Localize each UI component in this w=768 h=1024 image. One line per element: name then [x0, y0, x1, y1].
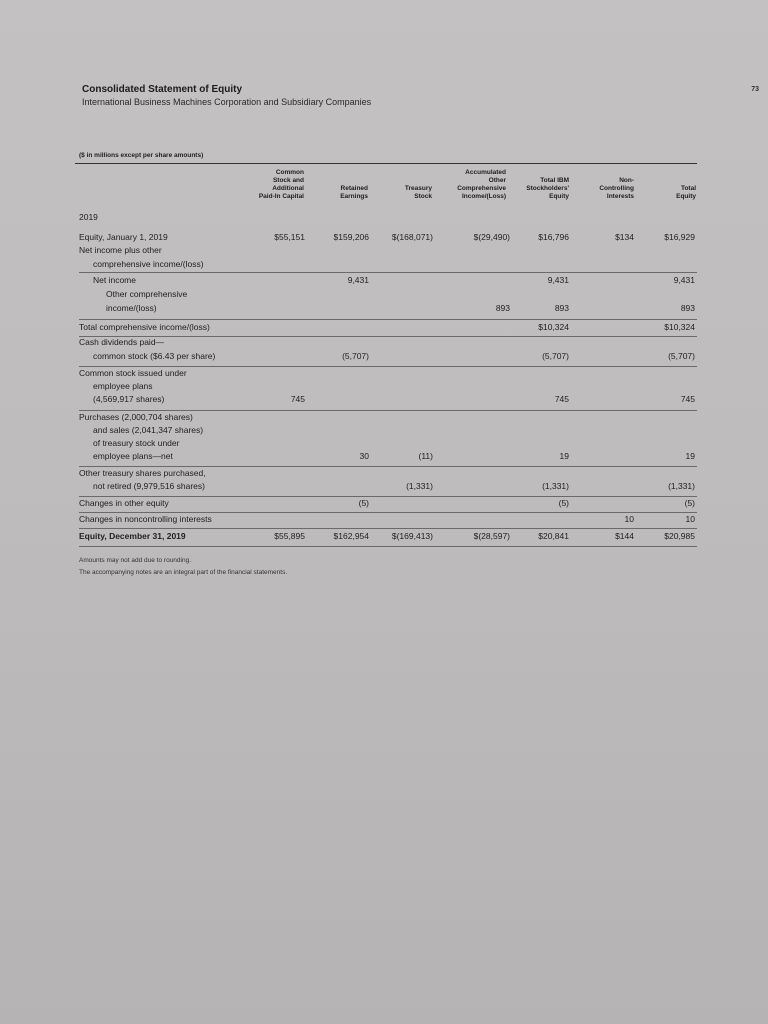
table-cell: $159,206	[333, 232, 369, 242]
table-row	[79, 531, 697, 545]
row-label: employee plans—net	[93, 451, 173, 461]
page-number: 73	[751, 86, 759, 93]
table-row	[79, 322, 697, 336]
table-cell: (11)	[418, 451, 433, 461]
table-cell: 10	[624, 514, 634, 524]
row-label: not retired (9,979,516 shares)	[93, 481, 205, 491]
table-cell: (5,707)	[542, 351, 569, 361]
table-cell: (1,331)	[668, 481, 695, 491]
row-label: income/(loss)	[106, 303, 157, 313]
row-label: Total comprehensive income/(loss)	[79, 322, 210, 332]
table-row	[79, 412, 697, 426]
row-divider	[79, 319, 697, 320]
table-top-rule	[75, 163, 697, 164]
table-cell: $(168,071)	[391, 232, 433, 242]
table-row	[79, 394, 697, 408]
table-row	[79, 468, 697, 482]
table-row	[79, 498, 697, 512]
col-header-treasury-stock: Treasury Stock	[404, 185, 432, 200]
table-cell: 10	[685, 514, 695, 524]
table-row	[79, 368, 697, 382]
table-cell: $(28,597)	[473, 531, 510, 541]
table-cell: 893	[495, 303, 510, 313]
table-cell: $(29,490)	[473, 232, 510, 242]
table-row	[79, 514, 697, 528]
row-label: Net income plus other	[79, 245, 162, 255]
row-label: Equity, January 1, 2019	[79, 232, 168, 242]
table-cell: $20,841	[538, 531, 569, 541]
row-divider	[79, 496, 697, 497]
table-cell: $16,796	[538, 232, 569, 242]
table-row	[79, 289, 697, 303]
table-cell: 19	[559, 451, 569, 461]
row-divider	[79, 466, 697, 467]
row-label: Equity, December 31, 2019	[79, 531, 186, 541]
row-label: 2019	[79, 212, 98, 222]
table-row	[79, 303, 697, 317]
table-cell: $10,324	[538, 322, 569, 332]
page-subtitle: International Business Machines Corporation and Subsidiary Companies	[82, 97, 372, 107]
footnote-notes: The accompanying notes are an integral part of the financial statements.	[79, 569, 288, 576]
table-row	[79, 425, 697, 439]
table-cell: $(169,413)	[391, 531, 433, 541]
col-header-paid-in-capital: Common Stock and Additional Paid-In Capital	[258, 169, 304, 200]
table-cell: (5)	[558, 498, 569, 508]
col-header-retained-earnings: Retained Earnings	[340, 185, 368, 200]
row-divider	[79, 272, 697, 273]
table-row	[79, 381, 697, 395]
table-cell: 745	[554, 394, 569, 404]
table-cell: $55,895	[274, 531, 305, 541]
col-header-aoci: Accumulated Other Comprehensive Income/(Loss)	[457, 169, 506, 200]
table-cell: $162,954	[333, 531, 369, 541]
row-divider	[79, 528, 697, 529]
table-cell: (1,331)	[406, 481, 433, 491]
row-label: and sales (2,041,347 shares)	[93, 425, 204, 435]
row-label: Changes in other equity	[79, 498, 169, 508]
col-header-total-ibm-equity: Total IBM Stockholders' Equity	[526, 177, 569, 200]
row-label: of treasury stock under	[93, 438, 180, 448]
units-note: ($ in millions except per share amounts)	[79, 152, 204, 159]
row-label: comprehensive income/(loss)	[93, 259, 204, 269]
row-label: Other comprehensive	[106, 289, 188, 299]
table-cell: $134	[615, 232, 634, 242]
table-cell: 745	[290, 394, 305, 404]
table-row	[79, 275, 697, 289]
row-divider	[79, 512, 697, 513]
table-row	[79, 212, 697, 226]
row-divider	[79, 410, 697, 411]
table-row	[79, 438, 697, 452]
table-cell: (5,707)	[668, 351, 695, 361]
table-cell: 893	[554, 303, 569, 313]
table-cell: (5)	[684, 498, 695, 508]
table-row	[79, 245, 697, 259]
row-label: Other treasury shares purchased,	[79, 468, 206, 478]
table-cell: 745	[680, 394, 695, 404]
row-label: (4,569,917 shares)	[93, 394, 165, 404]
table-cell: 19	[685, 451, 695, 461]
table-row	[79, 232, 697, 246]
table-cell: 30	[359, 451, 369, 461]
row-divider	[79, 366, 697, 367]
page-title: Consolidated Statement of Equity	[82, 84, 243, 95]
col-header-total-equity: Total Equity	[676, 185, 696, 200]
table-row	[79, 337, 697, 351]
table-row	[79, 351, 697, 365]
row-label: Purchases (2,000,704 shares)	[79, 412, 193, 422]
table-cell: (5)	[358, 498, 369, 508]
table-row	[79, 259, 697, 273]
table-row	[79, 451, 697, 465]
table-cell: $20,985	[664, 531, 695, 541]
footnote-rounding: Amounts may not add due to rounding.	[79, 557, 192, 564]
row-divider	[79, 546, 697, 547]
row-label: employee plans	[93, 381, 153, 391]
table-cell: $144	[615, 531, 634, 541]
table-cell: $10,324	[664, 322, 695, 332]
table-cell: (1,331)	[542, 481, 569, 491]
table-row	[79, 481, 697, 495]
table-cell: 893	[680, 303, 695, 313]
table-cell: 9,431	[673, 275, 695, 285]
row-label: Common stock issued under	[79, 368, 187, 378]
row-label: Cash dividends paid—	[79, 337, 165, 347]
row-label: Changes in noncontrolling interests	[79, 514, 212, 524]
table-cell: 9,431	[547, 275, 569, 285]
table-cell: 9,431	[347, 275, 369, 285]
row-label: Net income	[93, 275, 136, 285]
table-cell: $16,929	[664, 232, 695, 242]
table-cell: $55,151	[274, 232, 305, 242]
row-label: common stock ($6.43 per share)	[93, 351, 216, 361]
table-cell: (5,707)	[342, 351, 369, 361]
col-header-noncontrolling: Non- Controlling Interests	[599, 177, 634, 200]
